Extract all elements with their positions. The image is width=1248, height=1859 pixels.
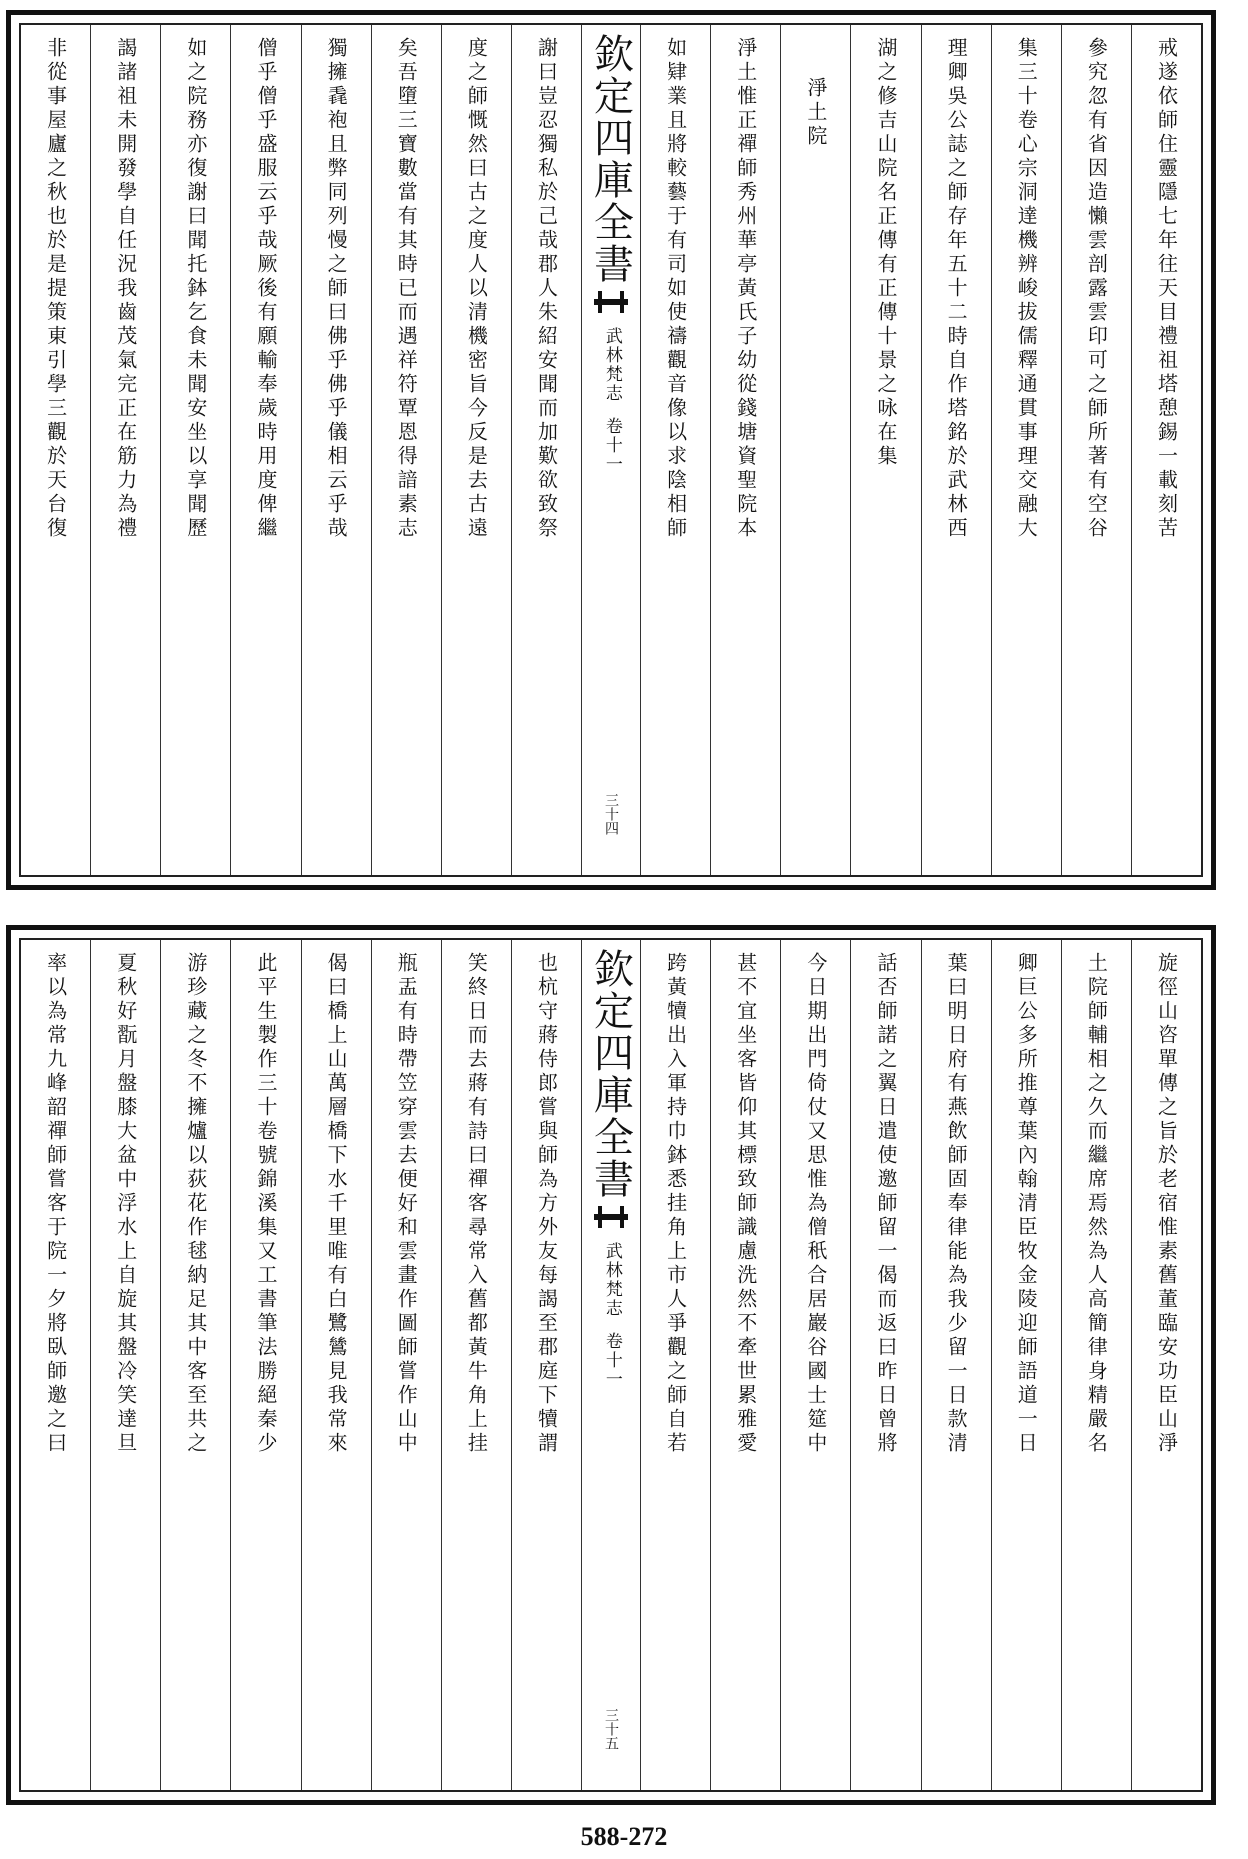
text-column (780, 940, 850, 1790)
top-page (6, 10, 1216, 890)
text-column (921, 25, 991, 875)
column-text: 淨土惟正禪師秀州華亭黃氏子幼從錢塘資聖院本 (733, 37, 758, 541)
collection-name: 武林梵志 (601, 327, 622, 403)
column-text: 如肄業且將較藝于有司如使禱觀音像以求陰相師 (663, 37, 688, 541)
volume-label: 卷十一 (601, 1332, 622, 1389)
collection-name: 武林梵志 (601, 1242, 622, 1318)
text-column (371, 25, 441, 875)
fish-tail-mark-icon (594, 291, 628, 313)
text-column (640, 25, 710, 875)
column-text: 瓶盂有時帶笠穿雲去便好和雲畫作圖師嘗作山中 (394, 952, 419, 1456)
bottom-page-text-frame (19, 938, 1203, 1792)
text-column (710, 940, 780, 1790)
column-text: 集三十卷心宗洞達機辨峻拔儒釋通貫事理交融大 (1014, 37, 1039, 541)
column-text: 土院師輔相之久而繼席焉然為人高簡律身精嚴名 (1084, 952, 1109, 1456)
column-text: 謝曰豈忍獨私於己哉郡人朱紹安聞而加歎欲致祭 (534, 37, 559, 541)
text-column (90, 940, 160, 1790)
text-column (441, 940, 511, 1790)
column-text: 卿巨公多所推尊葉內翰清臣牧金陵迎師語道一日 (1014, 952, 1039, 1456)
text-column (710, 25, 780, 875)
column-text: 也杭守蔣侍郎嘗與師為方外友每謁至郡庭下犢謂 (534, 952, 559, 1456)
column-text: 非從事屋廬之秋也於是提策東引學三觀於天台復 (43, 37, 68, 541)
column-text: 游珍藏之冬不擁爐以荻花作毬納足其中客至共之 (183, 952, 208, 1456)
text-column (921, 940, 991, 1790)
text-column (511, 25, 581, 875)
column-text: 矣吾墮三寶數當有其時已而遇祥符覃恩得諳素志 (394, 37, 419, 541)
folio-number: 三十五 (603, 1708, 619, 1750)
column-text: 率以為常九峰韶禪師嘗客于院一夕將臥師邀之曰 (43, 952, 68, 1456)
text-column (991, 940, 1061, 1790)
column-text: 葉曰明日府有燕飲師固奉律能為我少留一日款清 (944, 952, 969, 1456)
text-column (160, 940, 230, 1790)
column-text: 謁諸祖未開發學自任況我齒茂氣完正在筋力為禮 (113, 37, 138, 541)
text-column (640, 940, 710, 1790)
column-text: 湖之修吉山院名正傳有正傳十景之咏在集 (873, 37, 898, 469)
bottom-page (6, 925, 1216, 1805)
column-text: 話否師諾之翼日遣使邀師留一偈而返曰昨日曾將 (873, 952, 898, 1456)
text-column (21, 25, 90, 875)
section-heading: 淨土院 (803, 77, 828, 149)
column-text: 參究忽有省因造懶雲剖露雲印可之師所著有空谷 (1084, 37, 1109, 541)
column-text: 僧乎僧乎盛服云乎哉厥後有願輸奉歲時用度俾繼 (253, 37, 278, 541)
text-column (21, 940, 90, 1790)
text-column (371, 940, 441, 1790)
column-text: 偈曰橋上山萬層橋下水千里唯有白鷺鷥見我常來 (324, 952, 349, 1456)
section-heading-column (780, 25, 850, 875)
text-column (301, 25, 371, 875)
text-column (1131, 25, 1201, 875)
column-text: 理卿吳公誌之師存年五十二時自作塔銘於武林西 (944, 37, 969, 541)
column-text: 跨黃犢出入軍持巾鉢悉挂角上市人爭觀之師自若 (663, 952, 688, 1456)
column-text: 度之師慨然曰古之度人以清機密旨今反是去古遠 (464, 37, 489, 541)
book-title: 欽定四庫全書 (587, 948, 634, 1200)
text-column (230, 25, 300, 875)
book-title: 欽定四庫全書 (587, 33, 634, 285)
center-fold-column (581, 25, 640, 875)
volume-label: 卷十一 (601, 417, 622, 474)
text-column (301, 940, 371, 1790)
column-text: 如之院務亦復謝曰聞托鉢乞食未聞安坐以享聞歷 (183, 37, 208, 541)
text-column (991, 25, 1061, 875)
text-column (850, 940, 920, 1790)
text-column (230, 940, 300, 1790)
column-text: 此平生製作三十卷號錦溪集又工書筆法勝絕秦少 (253, 952, 278, 1456)
text-column (1131, 940, 1201, 1790)
text-column (160, 25, 230, 875)
column-text: 獨擁毳袍且弊同列慢之師曰佛乎佛乎儀相云乎哉 (324, 37, 349, 541)
text-column (90, 25, 160, 875)
column-text: 旋徑山咨單傳之旨於老宿惟素舊董臨安功臣山淨 (1154, 952, 1179, 1456)
text-column (511, 940, 581, 1790)
top-page-text-frame (19, 23, 1203, 877)
text-column (441, 25, 511, 875)
fish-tail-mark-icon (594, 1206, 628, 1228)
column-text: 夏秋好翫月盤膝大盆中浮水上自旋其盤冷笑達旦 (113, 952, 138, 1456)
text-column (1061, 940, 1131, 1790)
footer-page-number: 588-272 (580, 1822, 668, 1851)
column-text: 今日期出門倚仗又思惟為僧秖合居巖谷國士筵中 (803, 952, 828, 1456)
column-text: 戒遂依師住靈隱七年往天目禮祖塔憩錫一載刻苦 (1154, 37, 1179, 541)
text-column (850, 25, 920, 875)
folio-number: 三十四 (603, 793, 619, 835)
text-column (1061, 25, 1131, 875)
column-text: 甚不宜坐客皆仰其標致師識慮洗然不牽世累雅愛 (733, 952, 758, 1456)
column-text: 笑終日而去蔣有詩曰禪客尋常入舊都黃牛角上挂 (464, 952, 489, 1456)
center-fold-column (581, 940, 640, 1790)
